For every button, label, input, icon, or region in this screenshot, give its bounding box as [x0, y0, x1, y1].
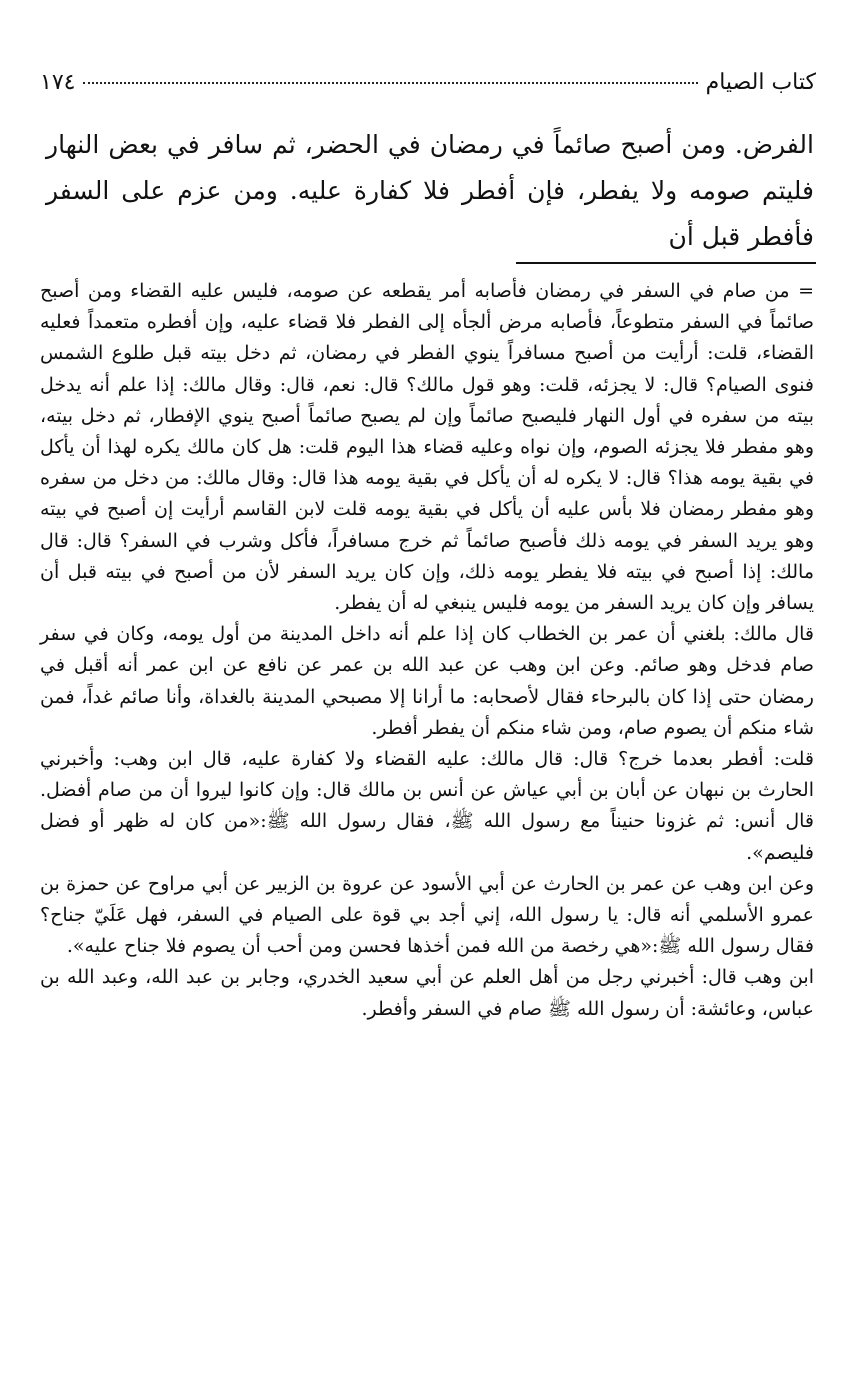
footnote-paragraph: ابن وهب قال: أخبرني رجل من أهل العلم عن أبي سعيد الخدري، وجابر بن عبد الله، وعبد الله بن عباس، وعائشة: أن رسول الله ﷺ صام في السفر وأفطر. [40, 966, 814, 1020]
footnote-paragraph: وعن ابن وهب عن عمر بن الحارث عن أبي الأسود عن عروة بن الزبير عن أبي مراوح عن حمزة بن عمرو الأسلمي أنه قال: يا رسول الله، إني أجد بي قوة على الصيام في السفر، فهل عَلَيّ جناح؟ فقال رسول الله ﷺ:«هي رخصة من الله فمن أخذها فحسن ومن أحب أن يصوم فلا جناح عليه». [40, 872, 814, 958]
footnotes [40, 276, 814, 1025]
footnote-paragraph: قلت: أفطر بعدما خرج؟ قال: قال مالك: عليه القضاء ولا كفارة عليه، قال ابن وهب: وأخبرني الحارث بن نبهان عن أبان بن أبي عياش عن أنس بن مالك قال: وإن كانوا ليروا أن من صام أفضل. قال أنس: ثم غزونا حنيناً مع رسول الله ﷺ، فقال رسول الله ﷺ:«من كان له ظهر أو فضل فليصم». [40, 748, 814, 864]
dotted-leader [83, 82, 697, 84]
footnote-paragraph: قال مالك: بلغني أن عمر بن الخطاب كان إذا علم أنه داخل المدينة من أول يومه، وكان في سفر صام فدخل وهو صائم. وعن ابن وهب عن عبد الله بن عمر عن نافع عن ابن عمر أنه أقبل في رمضان حتى إذا كان بالبرحاء فقال لأصحابه: ما أرانا إلا مصبحي المدينة بالغداة، وأنا صائم غداً، فمن شاء منكم أن يصوم صام، ومن شاء منكم أن يفطر أفطر. [40, 623, 814, 739]
running-header [40, 70, 816, 104]
footnote-separator [516, 262, 816, 264]
footnote-paragraph: = من صام في السفر في رمضان فأصابه أمر يقطعه عن صومه، فليس عليه القضاء ومن أصبح صائماً في السفر متطوعاً، فأصابه مرض ألجأه إلى الفطر فلا قضاء عليه، وإن أفطره متعمداً فعليه القضاء، قلت: أرأيت من أصبح مسافراً ينوي الفطر في رمضان، ثم دخل بيته قبل طلوع الشمس فنوى الصيام؟ قال: لا يجزئه، قلت: وهو قول مالك؟ قال: نعم، قال: وقال مالك: إذا علم أنه يدخل بيته من سفره في أول النهار فليصبح صائماً وإن لم يصبح صائماً أصبح ينوي الإفطار، ثم دخل بيته، وهو مفطر فلا يجزئه الصوم، وإن نواه وعليه قضاء هذا اليوم قلت: هل كان مالك يكره لهذا أن يأكل في بقية يومه هذا؟ قال: لا يكره له أن يأكل في بقية يومه هذا قال: وقال مالك: من دخل من سفره وهو مفطر رمضان فلا بأس عليه أن يأكل في بقية يومه قلت لابن القاسم أرأيت إن أصبح في بيته وهو يريد السفر في يومه ذلك فأصبح صائماً ثم خرج مسافراً، فأكل وشرب في السفر؟ قال: قال مالك: إذا أصبح في بيته فلا يفطر يومه ذلك، وإن كان يريد السفر لأن من أصبح في بيته قبل أن يسافر وإن كان يريد السفر من يومه فليس ينبغي له أن يفطر. [40, 280, 814, 615]
page-number: ١٧٤ [40, 70, 76, 95]
chapter-title: كتاب الصيام [705, 70, 816, 95]
main-text: الفرض. ومن أصبح صائماً في رمضان في الحضر، ثم سافر في بعض النهار فليتم صومه ولا يفطر، فإن أفطر فلا كفارة عليه. ومن عزم على السفر فأفطر قبل أن [46, 130, 814, 251]
